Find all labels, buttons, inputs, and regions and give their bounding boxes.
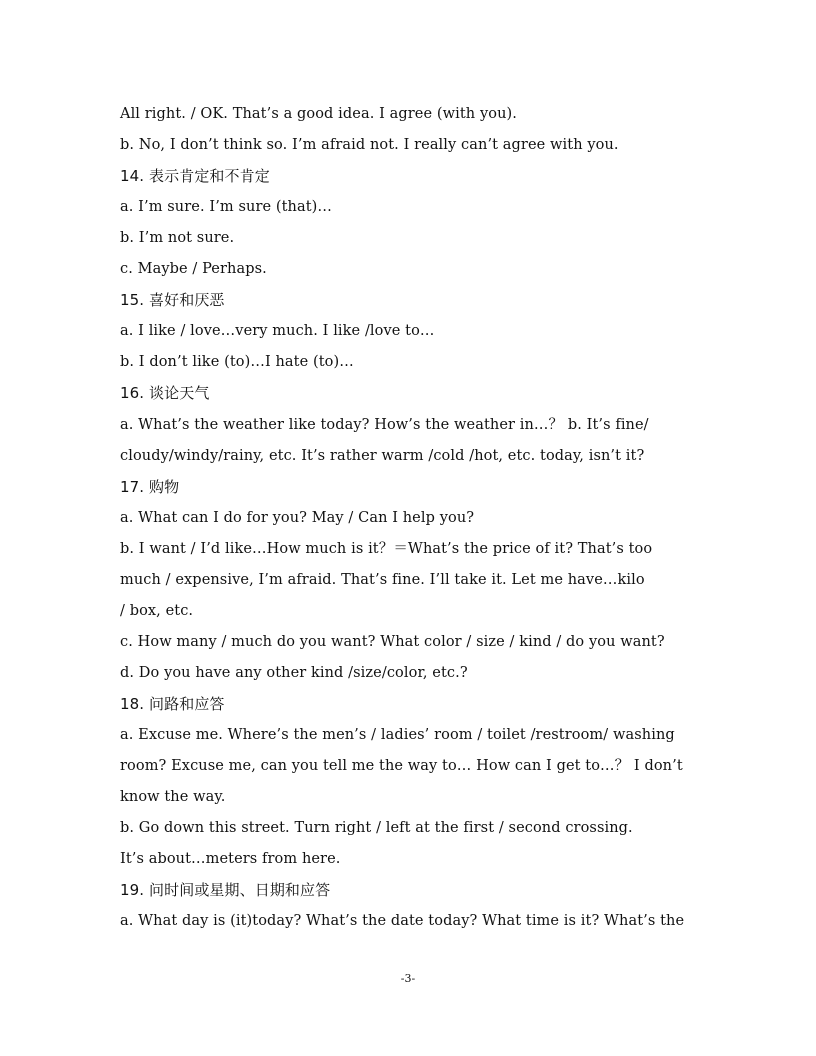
- text-line: It’s about…meters from here.: [120, 851, 341, 868]
- text-line: d. Do you have any other kind /size/color, etc.?: [120, 664, 468, 681]
- text-line: b. Go down this street. Turn right / left at the first / second crossing.: [120, 820, 633, 837]
- text-line: a. What’s the weather like today? How’s the weather in…？ b. It’s fine/: [120, 416, 649, 433]
- text-line: a. What can I do for you? May / Can I help you?: [120, 509, 475, 526]
- text-line: c. How many / much do you want? What color / size / kind / do you want?: [120, 633, 665, 650]
- page-number: -3-: [400, 972, 416, 985]
- section-heading: 14. 表示肯定和不肯定: [120, 167, 270, 186]
- text-line: cloudy/windy/rainy, etc. It’s rather warm /cold /hot, etc. today, isn’t it?: [120, 447, 645, 464]
- section-heading: 16. 谈论天气: [120, 384, 210, 403]
- text-line: know the way.: [120, 789, 226, 806]
- text-line: b. No, I don’t think so. I’m afraid not. I really can’t agree with you.: [120, 137, 619, 154]
- text-line: much / expensive, I’m afraid. That’s fine. I’ll take it. Let me have…kilo: [120, 571, 645, 588]
- section-heading: 19. 问时间或星期、日期和应答: [120, 881, 331, 900]
- text-line: b. I’m not sure.: [120, 230, 235, 247]
- text-line: b. I want / I’d like…How much is it？＝What’s the price of it? That’s too: [120, 540, 653, 557]
- text-line: / box, etc.: [120, 602, 194, 619]
- text-line: a. I’m sure. I’m sure (that)…: [120, 199, 333, 216]
- section-heading: 18. 问路和应答: [120, 695, 225, 713]
- section-heading: 17. 购物: [120, 477, 180, 496]
- text-line: b. I don’t like (to)…I hate (to)…: [120, 354, 354, 371]
- text-line: a. Excuse me. Where’s the men’s / ladies’ room / toilet /restroom/ washing: [120, 727, 675, 743]
- text-line: room? Excuse me, can you tell me the way to… How can I get to…？ I don’t: [120, 758, 683, 775]
- text-line: a. I like / love…very much. I like /love to…: [120, 323, 435, 340]
- text-line: a. What day is (it)today? What’s the date today? What time is it? What’s the: [120, 913, 685, 930]
- section-heading: 15. 喜好和厌恶: [120, 291, 225, 310]
- text-line: c. Maybe / Perhaps.: [120, 261, 267, 278]
- text-line: All right. / OK. That’s a good idea. I agree (with you).: [120, 106, 517, 122]
